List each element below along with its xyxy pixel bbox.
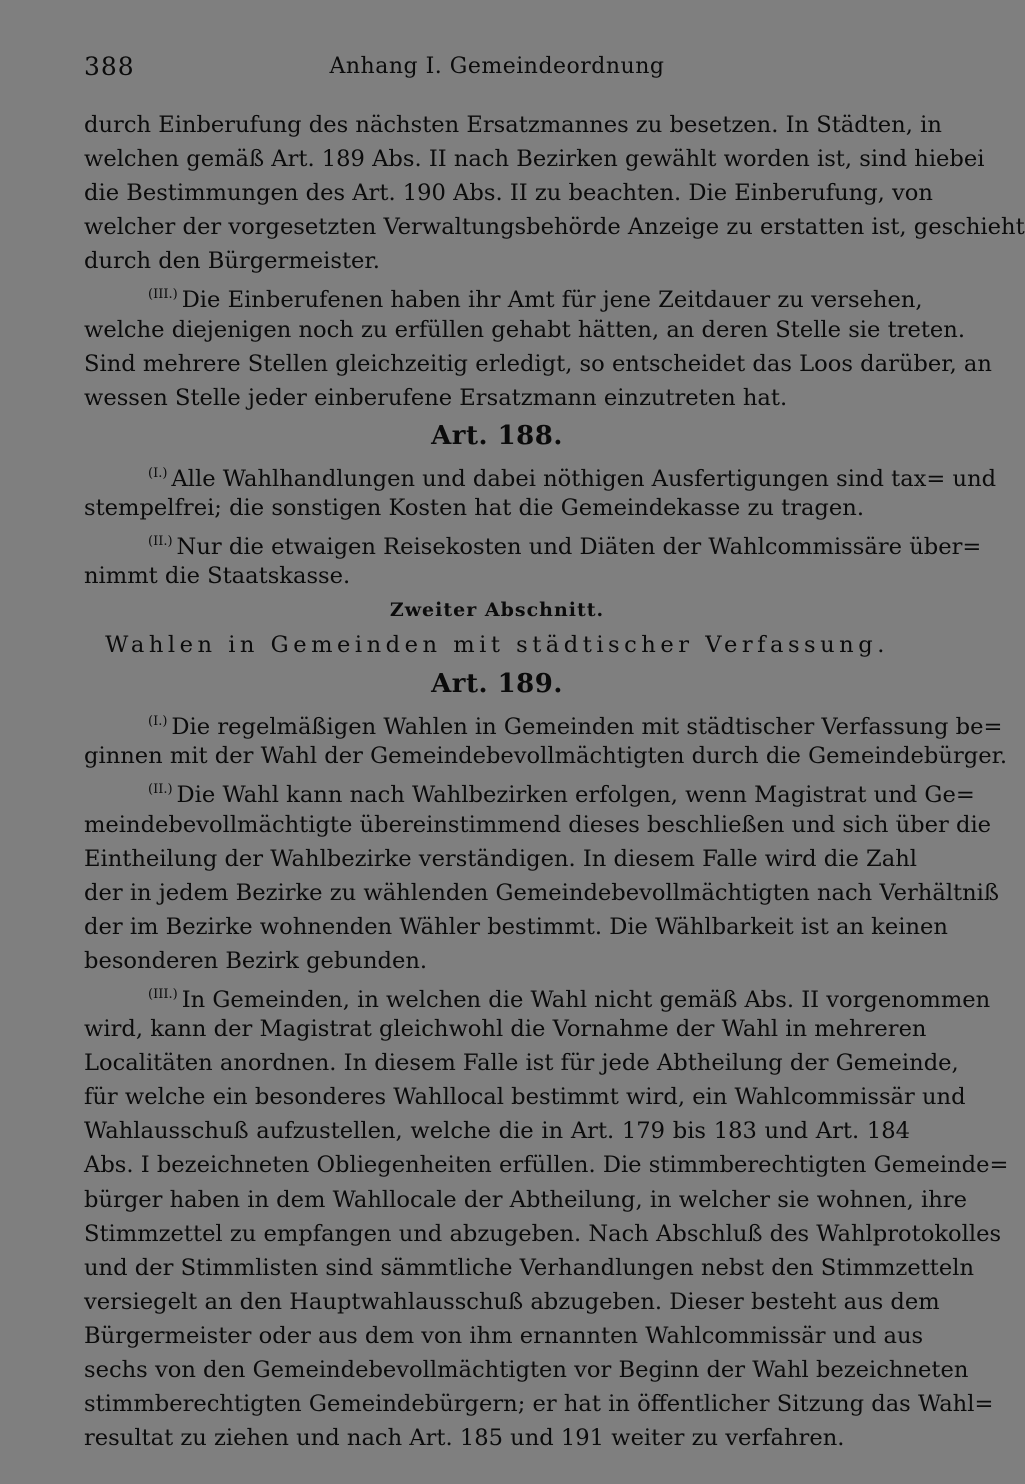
page-number: 388 bbox=[84, 52, 135, 81]
line-text: Bürgermeister oder aus dem von ihm ernannten Wahlcommissär und aus bbox=[84, 1322, 924, 1349]
text-line bbox=[84, 176, 933, 210]
line-text: In Gemeinden, in welchen die Wahl nicht gemäß Abs. II vorgenommen bbox=[181, 986, 991, 1013]
text-line bbox=[84, 739, 1008, 773]
line-text: Die Wahl kann nach Wahlbezirken erfolgen, wenn Magistrat und Ge= bbox=[176, 782, 975, 809]
line-text: wird, kann der Magistrat gleichwohl die Vornahme der Wahl in mehreren bbox=[84, 1016, 927, 1043]
text-line bbox=[84, 1421, 910, 1455]
line-text: wessen Stelle jeder einberufene Ersatzmann einzutreten hat. bbox=[84, 384, 788, 411]
line-text: Die regelmäßigen Wahlen in Gemeinden mit städtischer Verfassung be= bbox=[171, 714, 1003, 741]
line-text: resultat zu ziehen und nach Art. 185 und 191 weiter zu verfahren. bbox=[84, 1425, 845, 1452]
line-text: Eintheilung der Wahlbezirke verständigen. In diesem Falle wird die Zahl bbox=[84, 845, 917, 872]
paragraph-number: (III.) bbox=[148, 287, 178, 303]
line-text: nimmt die Staatskasse. bbox=[84, 563, 351, 590]
text-line bbox=[84, 1114, 910, 1148]
text-line bbox=[84, 1183, 967, 1217]
line-text: versiegelt an den Hauptwahlausschuß abzugeben. Dieser besteht aus dem bbox=[84, 1288, 940, 1315]
text-line bbox=[84, 1148, 1009, 1182]
line-text: sechs von den Gemeindebevollmächtigten vor Beginn der Wahl bezeichneten bbox=[84, 1357, 969, 1383]
line-text: welchen gemäß Art. 189 Abs. II nach Bezirken gewählt worden ist, sind hiebei bbox=[84, 146, 985, 173]
line-text: welcher der vorgesetzten Verwaltungsbehörde Anzeige zu erstatten ist, geschieht bbox=[84, 214, 1025, 241]
text-line bbox=[84, 773, 975, 809]
page-header bbox=[84, 52, 910, 86]
text-line bbox=[84, 944, 910, 978]
text-line bbox=[84, 108, 942, 142]
section-subtitle: Wahlen in Gemeinden mit städtischer Verfassung. bbox=[105, 632, 889, 659]
text-line bbox=[84, 1251, 975, 1285]
line-text: bürger haben in dem Wahllocale der Abtheilung, in welcher sie wohnen, ihre bbox=[84, 1186, 967, 1213]
text-line bbox=[84, 381, 910, 415]
line-text: Abs. I bezeichneten Obliegenheiten erfüllen. Die stimmberechtigten Gemeinde= bbox=[84, 1152, 1009, 1179]
text-line bbox=[84, 313, 966, 347]
paragraph-number: (I.) bbox=[148, 465, 168, 481]
line-text: Localitäten anordnen. In diesem Falle ist für jede Abtheilung der Gemeinde, bbox=[84, 1050, 959, 1077]
paragraph-number: (II.) bbox=[148, 782, 173, 798]
paragraph-number: (II.) bbox=[148, 534, 173, 550]
text-line bbox=[84, 1217, 1002, 1251]
line-text: für welche ein besonderes Wahllocal bestimmt wird, ein Wahlcommissär und bbox=[84, 1084, 966, 1111]
line-text: und der Stimmlisten sind sämmtliche Verhandlungen nebst den Stimmzetteln bbox=[84, 1254, 975, 1281]
text-line bbox=[84, 842, 917, 876]
text-line bbox=[84, 1046, 959, 1080]
text-line bbox=[84, 142, 985, 176]
text-line bbox=[84, 876, 1000, 910]
text-line bbox=[84, 210, 1025, 244]
text-line bbox=[84, 1387, 994, 1421]
text-line bbox=[84, 559, 910, 593]
text-line bbox=[84, 491, 910, 525]
paragraph-number: (I.) bbox=[148, 714, 168, 730]
section-heading: Zweiter Abschnitt. bbox=[389, 599, 605, 622]
text-line bbox=[84, 457, 997, 492]
article-heading: Art. 189. bbox=[431, 669, 563, 700]
line-text: durch den Bürgermeister. bbox=[84, 248, 380, 275]
text-line bbox=[84, 1080, 966, 1114]
article-heading: Art. 188. bbox=[431, 420, 563, 451]
line-text: ginnen mit der Wahl der Gemeindebevollmächtigten durch die Gemeindebürger. bbox=[84, 743, 1008, 770]
line-text: besonderen Bezirk gebunden. bbox=[84, 947, 428, 974]
line-text: die Bestimmungen des Art. 190 Abs. II zu beachten. Die Einberufung, von bbox=[84, 180, 933, 207]
line-text: stimmberechtigten Gemeindebürgern; er hat in öffentlicher Sitzung das Wahl= bbox=[84, 1391, 994, 1418]
text-line bbox=[84, 1012, 927, 1046]
line-text: stempelfrei; die sonstigen Kosten hat die Gemeindekasse zu tragen. bbox=[84, 494, 865, 521]
line-text: Nur die etwaigen Reisekosten und Diäten der Wahlcommissäre über= bbox=[176, 534, 982, 561]
text-line bbox=[84, 1319, 924, 1353]
text-line bbox=[84, 1353, 969, 1387]
line-text: Stimmzettel zu empfangen und abzugeben. Nach Abschluß des Wahlprotokolles bbox=[84, 1220, 1002, 1247]
text-line bbox=[84, 808, 992, 842]
line-text: welche diejenigen noch zu erfüllen gehabt hätten, an deren Stelle sie treten. bbox=[84, 316, 966, 343]
text-line bbox=[84, 347, 992, 381]
line-text: der im Bezirke wohnenden Wähler bestimmt. Die Wählbarkeit ist an keinen bbox=[84, 913, 948, 940]
line-text: Wahlausschuß aufzustellen, welche die in Art. 179 bis 183 und Art. 184 bbox=[84, 1118, 910, 1145]
text-line bbox=[84, 910, 948, 944]
line-text: Die Einberufenen haben ihr Amt für jene Zeitdauer zu versehen, bbox=[181, 287, 923, 314]
line-text: Alle Wahlhandlungen und dabei nöthigen Ausfertigungen sind tax= und bbox=[171, 465, 997, 492]
text-line bbox=[84, 244, 910, 278]
line-text: der in jedem Bezirke zu wählenden Gemeindebevollmächtigten nach Verhältniß bbox=[84, 879, 1000, 906]
running-title: Anhang I. Gemeindeordnung bbox=[329, 54, 665, 79]
line-text: Sind mehrere Stellen gleichzeitig erledigt, so entscheidet das Loos darüber, an bbox=[84, 350, 992, 377]
line-text: durch Einberufung des nächsten Ersatzmannes zu besetzen. In Städten, in bbox=[84, 112, 942, 138]
line-text: meindebevollmächtigte übereinstimmend dieses beschließen und sich über die bbox=[84, 811, 992, 838]
text-line bbox=[84, 978, 991, 1013]
text-line bbox=[84, 705, 1003, 741]
page-body bbox=[84, 108, 1025, 1455]
paragraph-number: (III.) bbox=[148, 986, 178, 1002]
text-line bbox=[84, 278, 923, 314]
text-line bbox=[84, 1285, 940, 1319]
text-line bbox=[84, 525, 982, 561]
